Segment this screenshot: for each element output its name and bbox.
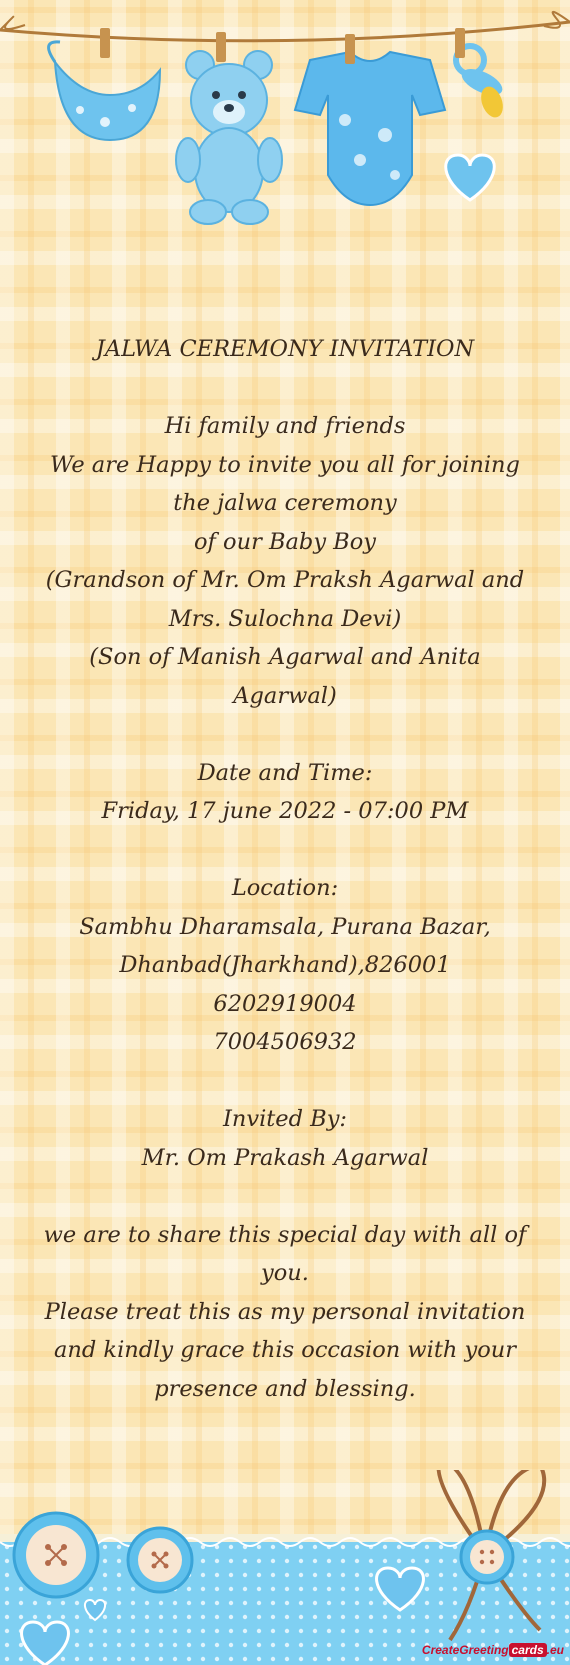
location-line: Sambhu Dharamsala, Purana Bazar, (79, 913, 491, 940)
clothesline-icon (0, 22, 570, 41)
closing-line: Please treat this as my personal invitation (44, 1298, 526, 1325)
button-icon (14, 1513, 98, 1597)
grandson-line: Mrs. Sulochna Devi) (168, 605, 402, 632)
phone-number: 6202919004 (213, 990, 357, 1017)
brand-watermark: CreateGreeting cards .eu (421, 1643, 564, 1657)
invitation-title: JALWA CEREMONY INVITATION (95, 336, 475, 362)
invitation-text (30, 330, 540, 1408)
teddy-bear-icon (176, 51, 282, 224)
closing-line: we are to share this special day with all of (43, 1221, 527, 1248)
invited-by-label: Invited By: (222, 1106, 348, 1132)
clothesline-illustration (0, 0, 570, 240)
son-line: Agarwal) (233, 682, 337, 709)
clothes-peg-icon (100, 28, 110, 58)
grandson-line: (Grandson of Mr. Om Praksh Agarwal and (45, 567, 525, 593)
invite-line: the jalwa ceremony (173, 490, 397, 516)
closing-line: and kindly grace this occasion with your (53, 1337, 517, 1363)
date-value: Friday, 17 june 2022 - 07:00 PM (101, 798, 469, 824)
invite-line: We are Happy to invite you all for joining (50, 451, 520, 478)
button-icon (128, 1528, 192, 1592)
closing-line: presence and blessing. (154, 1375, 416, 1402)
baby-onesie-icon (295, 52, 445, 205)
location-line: Dhanbad(Jharkhand),826001 (119, 952, 451, 978)
location-label: Location: (231, 875, 339, 901)
heart-icon (446, 155, 495, 200)
invite-line: of our Baby Boy (194, 528, 376, 555)
closing-line: you. (261, 1260, 309, 1286)
button-icon (461, 1531, 513, 1583)
greeting: Hi family and friends (164, 413, 406, 439)
bottom-decoration (0, 1470, 570, 1665)
invited-by-name: Mr. Om Prakash Agarwal (141, 1144, 429, 1171)
date-label: Date and Time: (197, 759, 373, 786)
phone-number: 7004506932 (213, 1029, 357, 1055)
son-line: (Son of Manish Agarwal and Anita (89, 644, 481, 670)
